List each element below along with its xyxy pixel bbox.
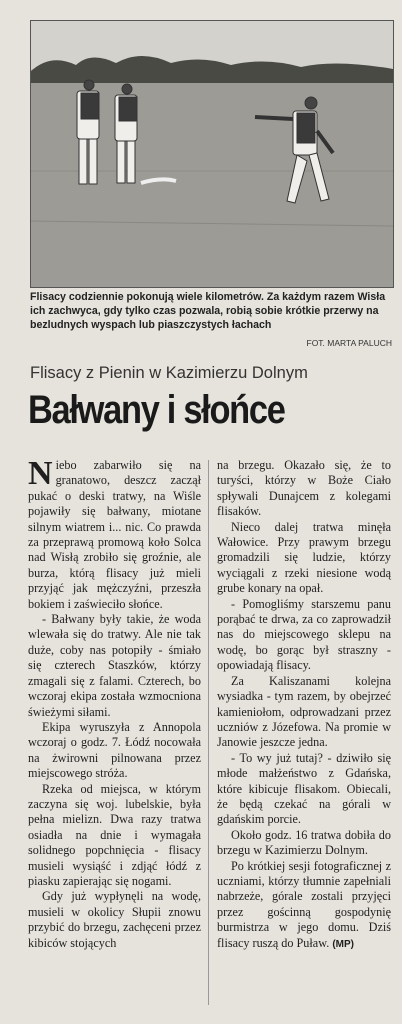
photo-caption: Flisacy codziennie pokonują wiele kilometrów. Za każdym razem Wisła ich zachwyca, gdy tylko czas pozwala, robią sobie krótkie przerwy na bezludnych wyspach lub piaszczystych łachach bbox=[30, 291, 386, 331]
paragraph bbox=[28, 455, 201, 612]
article-photo bbox=[30, 20, 394, 288]
paragraph: Za Kaliszanami kolejna wysiadka - tym razem, by obejrzeć kamieniołom, odprowadzani przez uczniów z Józefowa. Na promie w Janowie jeszcze jedna. bbox=[217, 673, 391, 750]
paragraph: - To wy już tutaj? - dziwiło się młode małżeństwo z Gdańska, które kibicuje flisakom. Obiecali, że będą czekać na górali w gdańskim porcie. bbox=[217, 750, 391, 827]
paragraph: na brzegu. Okazało się, że to turyści, którzy w Boże Ciało spływali Dunajcem z kolegami flisaków. bbox=[217, 458, 391, 519]
photo-credit: FOT. MARTA PALUCH bbox=[306, 338, 392, 348]
paragraph: Nieco dalej tratwa minęła Wałowice. Przy prawym brzegu gromadzili się ludzie, którzy wyciągali z rzeki niesione wodą grube konary na opał. bbox=[217, 519, 391, 596]
article-column-left bbox=[28, 455, 201, 951]
paragraph: Gdy już wypłynęli na wodę, musieli w okolicy Słupii znowu przybić do brzegu, zachęceni przez kibiców stojących bbox=[28, 889, 201, 950]
paragraph-text: iebo zabarwiło się na granatowo, deszcz zaczął pukać o deski tratwy, na Wiśle pojawiły się bałwany, miotane silnym wiatrem i... nic. Co prawda za przeprawą promową koło Solca nad Wisłą zrobiło się groźnie, ale burza, którą flisacy już mieli przyjąć jak mężczyźni, przeszła bokiem i zaświeciło słońce. bbox=[28, 458, 201, 611]
paragraph: Około godz. 16 tratwa dobiła do brzegu w Kazimierzu Dolnym. bbox=[217, 827, 391, 858]
article-column-right bbox=[217, 458, 391, 952]
paragraph: - Bałwany były takie, że woda wlewała się do tratwy. Ale nie tak duże, coby nas potopiły - śmiało się czterech Staszków, którzy zmagali się z falami. Czterech, bo wczoraj ekipa została wzmocniona świeżymi siłami. bbox=[28, 612, 201, 719]
paragraph: Rzeka od miejsca, w którym zaczyna się woj. lubelskie, była pełna mielizn. Dwa razy tratwa osiadła na dnie i wymagała solidnego popchnięcia - flisacy musieli wysiąść i zdjąć łódź z piasku zapierając się nogami. bbox=[28, 781, 201, 888]
paragraph-text: Po krótkiej sesji fotograficznej z uczniami, którzy tłumnie zapełniali nabrzeże, górale zostali przyjęci przez gościnną gospodynię burmistrza w jego domu. Dziś flisacy ruszą do Puław. bbox=[217, 858, 391, 950]
article-subtitle: Flisacy z Pienin w Kazimierzu Dolnym bbox=[30, 364, 308, 382]
paragraph: - Pomogliśmy starszemu panu porąbać te drwa, za co zaprowadził nas do miejscowego sklepu na wodę, bo gorąc był straszny - opowiadają flisacy. bbox=[217, 596, 391, 673]
drop-cap: N bbox=[28, 455, 53, 492]
author-signature: (MP) bbox=[332, 938, 354, 950]
photo-illustration bbox=[31, 21, 393, 287]
article-title: Bałwany i słońce bbox=[28, 388, 285, 432]
paragraph: Ekipa wyruszyła z Annopola wczoraj o godz. 7. Łódź nocowała na żwirowni pilnowana przez miejscowego stróża. bbox=[28, 719, 201, 781]
paragraph bbox=[217, 859, 391, 952]
column-divider bbox=[208, 460, 209, 1005]
